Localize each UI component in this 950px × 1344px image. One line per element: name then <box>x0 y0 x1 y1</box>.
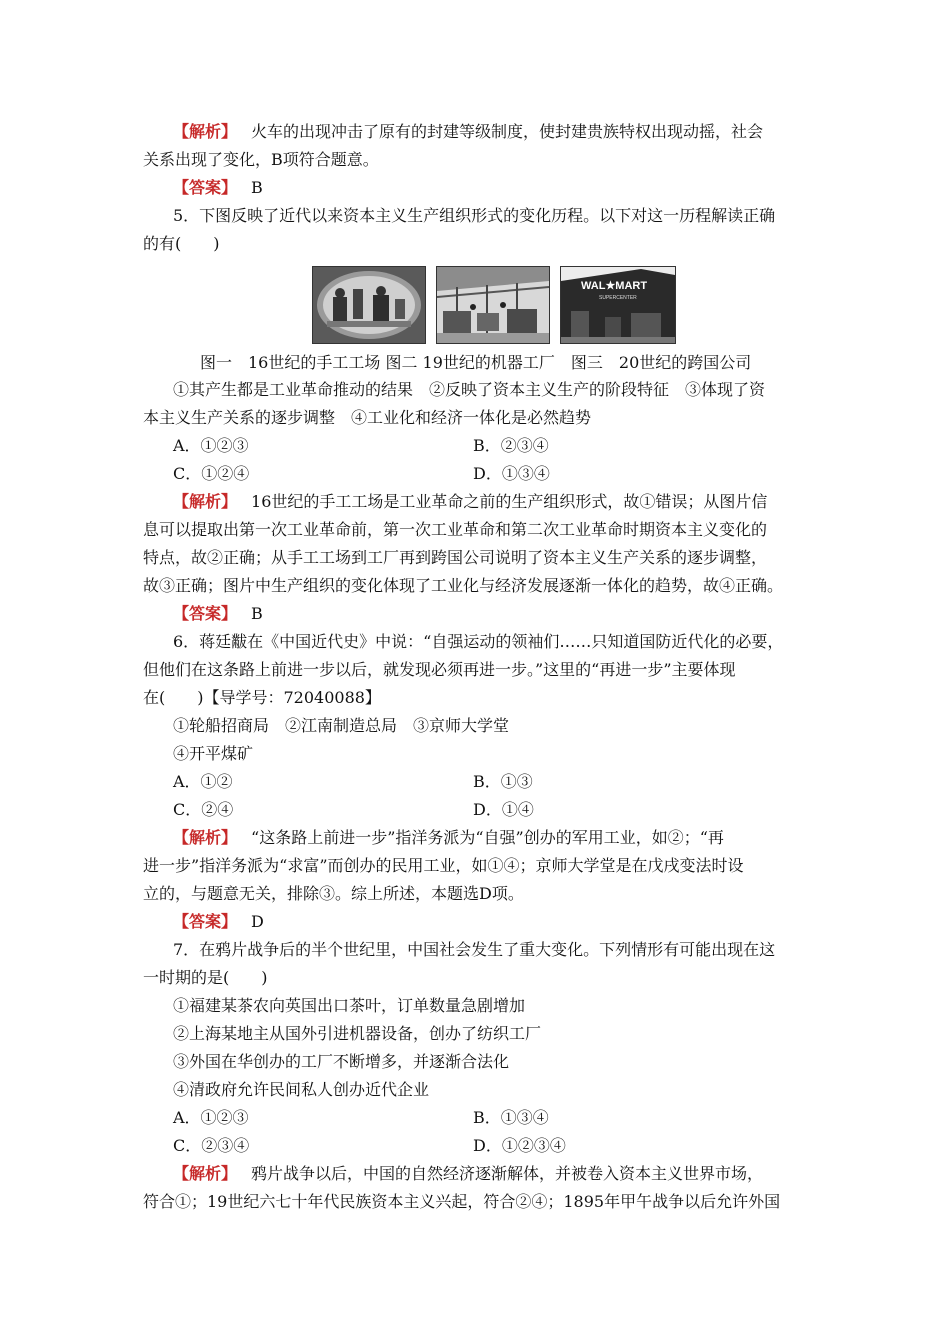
option-row <box>143 796 813 824</box>
walmart-sign-subtext: SUPERCENTER <box>599 295 637 301</box>
analysis-text: 进一步”指洋务派为“求富”而创办的民用工业，如①④；京师大学堂是在戊戌变法时设 <box>143 856 744 875</box>
question-text: 一时期的是( ) <box>143 968 268 987</box>
answer-tag: 【答案】 <box>173 178 238 197</box>
figure-caption: 图一 16世纪的手工工场 图二 19世纪的机器工厂 图三 20世纪的跨国公司 <box>200 353 752 372</box>
analysis-text: 符合①；19世纪六七十年代民族资本主义兴起，符合②④；1895年甲午战争以后允许外国 <box>143 1192 781 1211</box>
analysis-tag: 【解析】 <box>173 1164 238 1183</box>
item-text: ③外国在华创办的工厂不断增多，并逐渐合法化 <box>173 1052 510 1071</box>
option-c[interactable]: C．②③④ <box>173 1136 250 1155</box>
option-row <box>143 460 813 488</box>
answer-value: D <box>251 912 264 931</box>
option-c[interactable]: C．①②④ <box>173 464 250 483</box>
q6-block <box>143 628 813 936</box>
answer-tag: 【答案】 <box>173 912 238 931</box>
figure-2-machine-factory <box>436 266 550 344</box>
item-text: ②上海某地主从国外引进机器设备，创办了纺织工厂 <box>173 1024 542 1043</box>
analysis-text: 立的，与题意无关，排除③。综上所述，本题选D项。 <box>143 884 524 903</box>
item-text: ④清政府允许民间私人创办近代企业 <box>173 1080 430 1099</box>
option-d[interactable]: D．①④ <box>473 800 534 819</box>
figure-1-handicraft-workshop <box>312 266 426 344</box>
question-text: 但他们在这条路上前进一步以后，就发现必须再进一步。”这里的“再进一步”主要体现 <box>143 660 736 679</box>
answer-tag: 【答案】 <box>173 604 238 623</box>
analysis-text: 鸦片战争以后，中国的自然经济逐渐解体，并被卷入资本主义世界市场， <box>251 1164 764 1183</box>
item-text: ①福建某茶农向英国出口茶叶，订单数量急剧增加 <box>173 996 526 1015</box>
question-text: 6．蒋廷黻在《中国近代史》中说：“自强运动的领袖们……只知道国防近代化的必要， <box>173 632 784 651</box>
analysis-text: 关系出现了变化，B项符合题意。 <box>143 150 379 169</box>
option-b[interactable]: B．①③ <box>473 772 533 791</box>
option-a[interactable]: A．①②③ <box>173 436 249 455</box>
analysis-text: 火车的出现冲击了原有的封建等级制度，使封建贵族特权出现动摇，社会 <box>251 122 764 141</box>
option-a[interactable]: A．①② <box>173 772 233 791</box>
statement-text: ①其产生都是工业革命推动的结果 ②反映了资本主义生产的阶段特征 ③体现了资 <box>173 380 766 399</box>
analysis-tag: 【解析】 <box>173 122 238 141</box>
figure-3-transnational-company <box>560 266 676 344</box>
q7-block <box>143 936 813 1216</box>
item-text: ④开平煤矿 <box>173 744 254 763</box>
item-text: ①轮船招商局 ②江南制造总局 ③京师大学堂 <box>173 716 510 735</box>
answer-value: B <box>251 604 263 623</box>
analysis-text: “这条路上前进一步”指洋务派为“自强”创办的军用工业，如②；“再 <box>251 828 724 847</box>
option-c[interactable]: C．②④ <box>173 800 234 819</box>
question-text: 7．在鸦片战争后的半个世纪里，中国社会发生了重大变化。下列情形有可能出现在这 <box>173 940 776 959</box>
answer-value: B <box>251 178 263 197</box>
statement-text: 本主义生产关系的逐步调整 ④工业化和经济一体化是必然趋势 <box>143 408 592 427</box>
option-row <box>143 432 813 460</box>
walmart-sign-text: WAL★MART <box>581 280 648 292</box>
analysis-tag: 【解析】 <box>173 492 238 511</box>
option-row <box>143 1104 813 1132</box>
q5-stem <box>143 202 813 258</box>
q5-figures <box>312 266 692 344</box>
analysis-text: 特点，故②正确；从手工工场到工厂再到跨国公司说明了资本主义生产关系的逐步调整， <box>143 548 768 567</box>
question-text: 在( )【导学号：72040088】 <box>143 688 381 707</box>
analysis-text: 16世纪的手工工场是工业革命之前的生产组织形式，故①错误；从图片信 <box>251 492 768 511</box>
analysis-text: 息可以提取出第一次工业革命前，第一次工业革命和第二次工业革命时期资本主义变化的 <box>143 520 768 539</box>
q5-body <box>143 376 813 628</box>
question-text: 的有( ) <box>143 234 220 253</box>
option-a[interactable]: A．①②③ <box>173 1108 249 1127</box>
option-b[interactable]: B．②③④ <box>473 436 549 455</box>
option-row <box>143 768 813 796</box>
option-d[interactable]: D．①②③④ <box>473 1136 566 1155</box>
question-text: 5．下图反映了近代以来资本主义生产组织形式的变化历程。以下对这一历程解读正确 <box>173 206 776 225</box>
option-b[interactable]: B．①③④ <box>473 1108 549 1127</box>
analysis-text: 故③正确；图片中生产组织的变化体现了工业化与经济发展逐渐一体化的趋势，故④正确。 <box>143 576 784 595</box>
option-d[interactable]: D．①③④ <box>473 464 550 483</box>
option-row <box>143 1132 813 1160</box>
q4-block <box>143 118 813 202</box>
analysis-tag: 【解析】 <box>173 828 238 847</box>
